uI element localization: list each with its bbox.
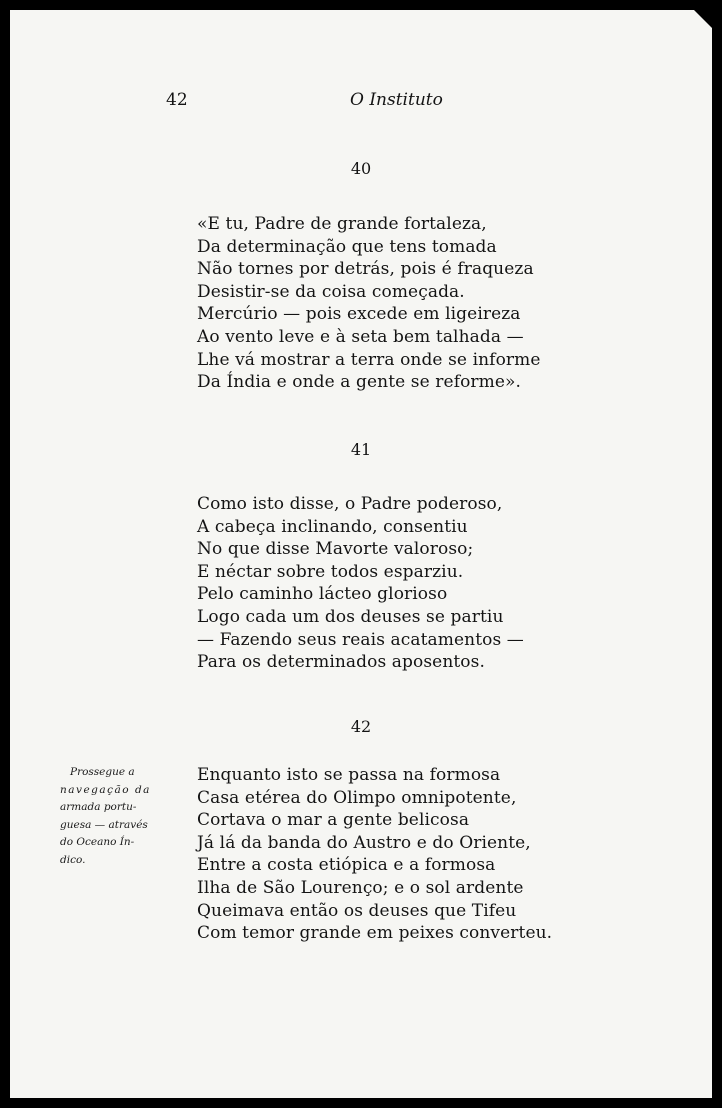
stanza-number-41: 41 <box>350 440 372 459</box>
verse-line: Desistir-se da coisa começada. <box>197 281 465 302</box>
marginal-note-line: armada portu- <box>60 801 137 814</box>
book-page <box>10 10 712 1098</box>
verse-line: Já lá da banda do Austro e do Oriente, <box>197 832 531 853</box>
verse-line: Ilha de São Lourenço; e o sol ardente <box>197 877 524 898</box>
verse-line: Enquanto isto se passa na formosa <box>197 765 501 785</box>
verse-line: Mercúrio — pois excede em ligeireza <box>197 304 521 325</box>
page-number: 42 <box>166 90 188 110</box>
marginal-note <box>60 764 156 870</box>
marginal-note-line: do Oceano Ín- <box>60 836 135 849</box>
verse-line: E néctar sobre todos esparziu. <box>197 561 464 582</box>
marginal-note-line: dico. <box>60 853 86 866</box>
marginal-note-line: guesa — através <box>60 818 148 831</box>
verse-line: A cabeça inclinando, consentiu <box>197 516 468 537</box>
stanza-42 <box>197 764 657 945</box>
verse-line: Como isto disse, o Padre poderoso, <box>197 494 503 514</box>
stanza-41 <box>197 493 657 674</box>
verse-line: Para os determinados aposentos. <box>197 652 485 673</box>
verse-line: «E tu, Padre de grande fortaleza, <box>197 214 487 234</box>
verse-line: Com temor grande em peixes converteu. <box>197 923 553 944</box>
verse-line: Da Índia e onde a gente se reforme». <box>197 372 522 393</box>
running-title: O Instituto <box>350 90 443 110</box>
marginal-note-line: Prossegue a <box>70 766 135 778</box>
verse-line: Entre a costa etiópica e a formosa <box>197 855 496 876</box>
verse-line: Queimava então os deuses que Tifeu <box>197 900 517 921</box>
stanza-number-40: 40 <box>350 159 372 178</box>
verse-line: Da determinação que tens tomada <box>197 236 497 257</box>
verse-line: Não tornes por detrás, pois é fraqueza <box>197 259 534 280</box>
verse-line: No que disse Mavorte valoroso; <box>197 539 474 560</box>
verse-line: Pelo caminho lácteo glorioso <box>197 584 448 605</box>
stanza-40 <box>197 213 657 394</box>
verse-line: Cortava o mar a gente belicosa <box>197 810 470 831</box>
verse-line: Lhe vá mostrar a terra onde se informe <box>197 349 541 370</box>
stanza-number-42: 42 <box>350 717 372 736</box>
scan-corner-mark <box>694 10 712 28</box>
marginal-note-line: navegação da <box>60 783 151 796</box>
verse-line: — Fazendo seus reais acatamentos — <box>197 629 524 650</box>
verse-line: Casa etérea do Olimpo omnipotente, <box>197 787 517 808</box>
page-header <box>10 90 712 114</box>
verse-line: Logo cada um dos deuses se partiu <box>197 606 504 627</box>
verse-line: Ao vento leve e à seta bem talhada — <box>197 326 524 347</box>
